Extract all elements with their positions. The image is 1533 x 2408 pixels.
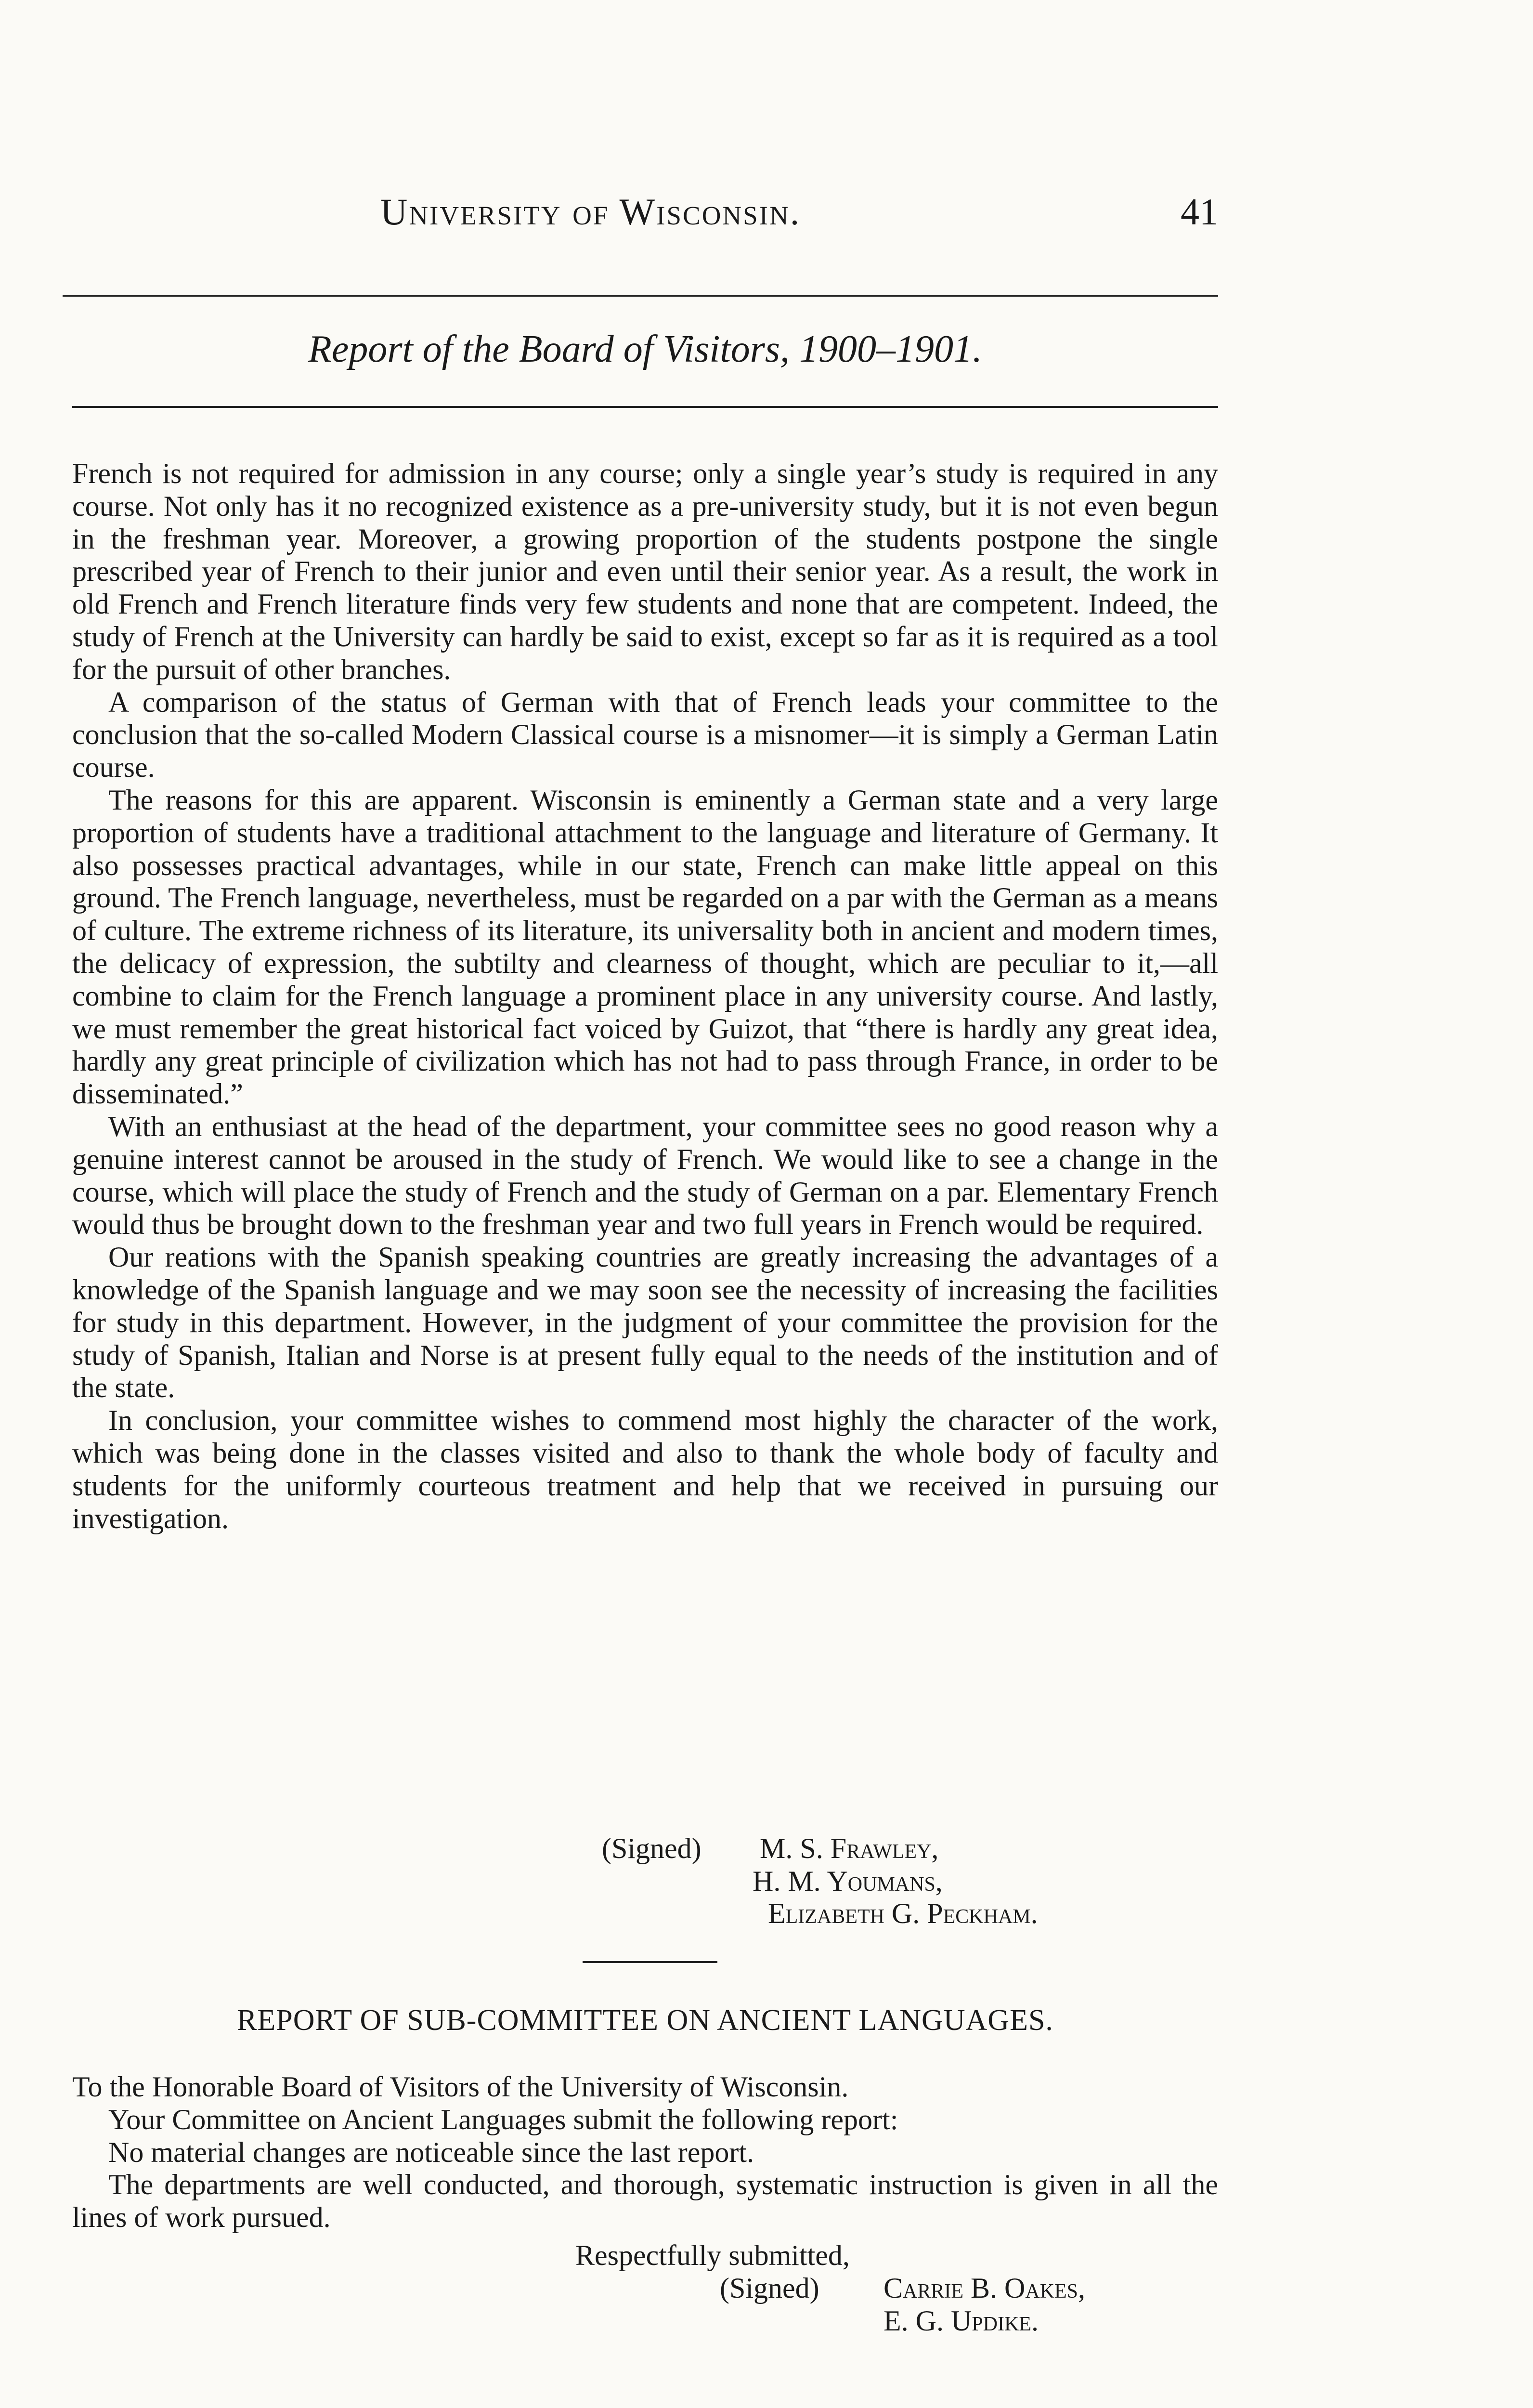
paragraph: With an enthusiast at the head of the department, your committee sees no good reason why a genuine interest cannot be aroused in the study of French. We would like to see a change in the course, which will place the study of French and the study of German on a par. Elementary French would thus be brought down to the freshman year and two full years in French would be required. xyxy=(72,1110,1218,1241)
paragraph: French is not required for admission in any course; only a single year’s study is required in any course. Not only has it no recognized existence as a pre-university study, but it is not even begun in the freshman year. Moreover, a growing proportion of the students postpone the single prescribed year of French to their junior and even until their senior year. As a result, the work in old French and French literature finds very few students and none that are competent. Indeed, the study of French at the University can hardly be said to exist, except so far as it is required as a tool for the pursuit of other branches. xyxy=(72,458,1218,685)
paragraph: The reasons for this are apparent. Wisconsin is eminently a German state and a very large proportion of students have a traditional attachment to the language and literature of Germany. It also possesses practical advantages, while in our state, French can make little appeal on this ground. The French language, nevertheless, must be regarded on a par with the German as a means of culture. The extreme richness of its literature, its universality both in ancient and modern times, the delicacy of expression, the subtilty and clearness of thought, which are peculiar to it,—all combine to claim for the French language a prominent place in any university course. And lastly, we must remember the great historical fact voiced by Guizot, that “there is hardly any great idea, hardly any great principle of civilization which has not had to pass through France, in order to be disseminated.” xyxy=(72,784,1218,1110)
running-title: University of Wisconsin. xyxy=(380,191,801,233)
signer-name: Elizabeth G. Peckham. xyxy=(768,1898,1038,1929)
paragraph: In conclusion, your committee wishes to commend most highly the character of the work, which was being done in the classes visited and also to thank the whole body of faculty and students for the uniformly courteous treatment and help that we received in pursuing our investigation. xyxy=(72,1404,1218,1534)
paragraph: Your Committee on Ancient Languages submit the following report: xyxy=(108,2103,898,2135)
report-body xyxy=(72,458,1218,1535)
subcommittee-body xyxy=(72,2071,1218,2234)
paragraph: A comparison of the status of German with that of French leads your committee to the conclusion that the so-called Modern Classical course is a misnomer—it is simply a German Latin course. xyxy=(72,686,1218,784)
signer-name: M. S. Frawley, xyxy=(760,1832,939,1864)
header-rule-bottom xyxy=(72,406,1218,408)
header-rule-top xyxy=(63,295,1218,297)
signer-name: Carrie B. Oakes, xyxy=(883,2272,1086,2304)
salutation: To the Honorable Board of Visitors of the University of Wisconsin. xyxy=(72,2071,849,2103)
paragraph: No material changes are noticeable since the last report. xyxy=(108,2136,754,2168)
closing: Respectfully submitted, xyxy=(575,2239,850,2271)
subcommittee-heading: REPORT OF SUB-COMMITTEE ON ANCIENT LANGUAGES. xyxy=(237,2004,1053,2037)
signer-name: E. G. Updike. xyxy=(883,2305,1039,2337)
page-number: 41 xyxy=(1181,191,1218,233)
running-head xyxy=(72,190,1218,243)
signer-name: H. M. Youmans, xyxy=(753,1865,943,1897)
section-title: Report of the Board of Visitors, 1900–1901. xyxy=(308,328,982,370)
signed-label: (Signed) xyxy=(602,1832,702,1864)
paragraph: The departments are well conducted, and thorough, systematic instruction is given in all the lines of work pursued. xyxy=(72,2169,1218,2234)
signed-label: (Signed) xyxy=(720,2272,819,2304)
separator-rule xyxy=(583,1961,717,1963)
paragraph: Our reations with the Spanish speaking countries are greatly increasing the advantages of a knowledge of the Spanish language and we may soon see the necessity of increasing the facilities for study in this department. However, in the judgment of your committee the provision for the study of Spanish, Italian and Norse is at present fully equal to the needs of the institution and of the state. xyxy=(72,1241,1218,1404)
